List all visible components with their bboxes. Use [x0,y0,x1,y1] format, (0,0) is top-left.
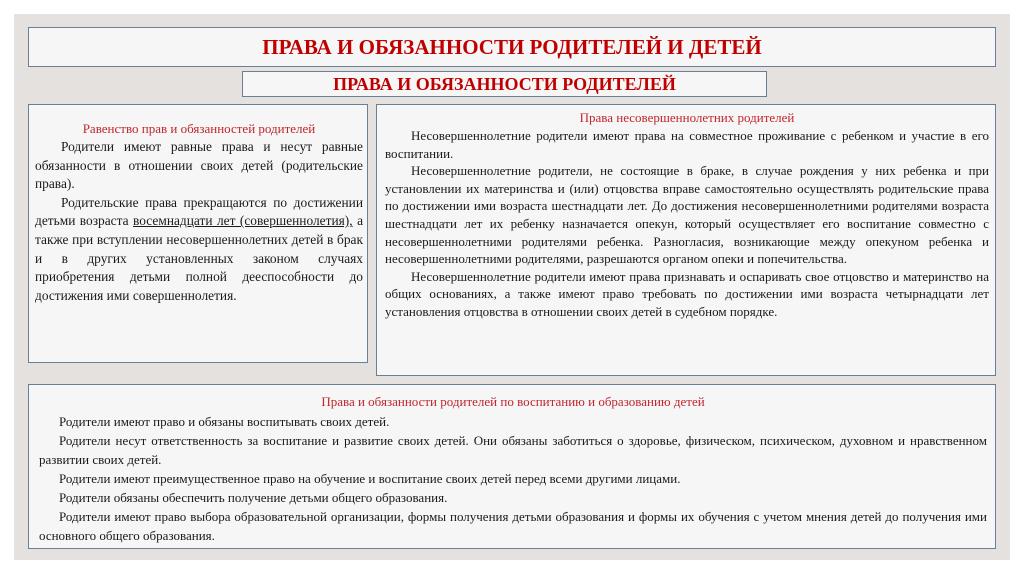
upbringing-paragraph: Родители имеют преимущественное право на обучение и воспитание своих детей перед всеми другими лицами. [59,471,681,486]
minor-parents-paragraph-1: Несовершеннолетние родители имеют права на совместное проживание с ребенком и участие в его воспитании. [385,128,989,161]
minor-parents-panel [376,104,996,376]
title-box [28,27,996,67]
upbringing-paragraph: Родители несут ответственность за воспитание и развитие своих детей. Они обязаны заботиться о здоровье, физическом, психическом, духовном и нравственном развитии своих детей. [39,433,987,467]
equal-rights-paragraph-2 [35,194,363,306]
minor-parents-paragraph-3: Несовершеннолетние родители имеют права признавать и оспаривать свое отцовство и материнство на общих основаниях, а также имеют право требовать по достижении ими возраста четырнадцати лет установления отцовства в отношении своих детей в судебном порядке. [385,268,989,319]
slide-title: ПРАВА И ОБЯЗАННОСТИ РОДИТЕЛЕЙ И ДЕТЕЙ [262,34,762,59]
equal-rights-paragraph-1: Родители имеют равные права и несут равные обязанности в отношении своих детей (родительские права). [35,139,363,192]
minor-parents-paragraph-2: Несовершеннолетние родители, не состоящие в браке, в случае рождения у них ребенка и при установлении их материнства и (или) отцовства вправе самостоятельно осуществлять родительские права по достижении ими возраста шестнадцати лет. До достижения несовершеннолетними родителями возраста шестнадцати лет их ребенку назначается опекун, который осуществляет его воспитание совместно с несовершеннолетними родителями ребенка. Разногласия, возникающие между опекуном ребенка и несовершеннолетними родителями, разрешаются органом опеки и попечительства. [385,163,989,267]
upbringing-paragraph: Родители имеют право и обязаны воспитывать своих детей. [59,414,390,429]
upbringing-paragraph: Родители имеют право выбора образовательной организации, формы получения детьми образования и формы их обучения с учетом мнения детей до получения ими основного общего образования. [39,509,987,543]
upbringing-education-heading: Права и обязанности родителей по воспитанию и образованию детей [321,394,705,409]
p2-text-after: а также при вступлении несовершеннолетних детей в брак и в других установленных законом случаях приобретения детьми полной дееспособности до достижения ими совершеннолетия. [35,213,364,303]
age-of-majority-underlined: восемнадцати лет (совершеннолетия), [133,213,353,229]
upbringing-education-panel [28,384,996,549]
equal-rights-heading: Равенство прав и обязанностей родителей [82,121,316,136]
p2-text-before: Родительские права прекращаются по достижении детьми возраста [35,194,363,229]
subtitle-box [242,71,767,97]
upbringing-paragraph: Родители обязаны обеспечить получение детьми общего образования. [59,490,448,505]
minor-parents-heading: Права несовершеннолетних родителей [579,110,795,125]
slide-subtitle: ПРАВА И ОБЯЗАННОСТИ РОДИТЕЛЕЙ [333,73,676,94]
slide [14,14,1010,560]
equal-rights-panel [28,104,368,363]
